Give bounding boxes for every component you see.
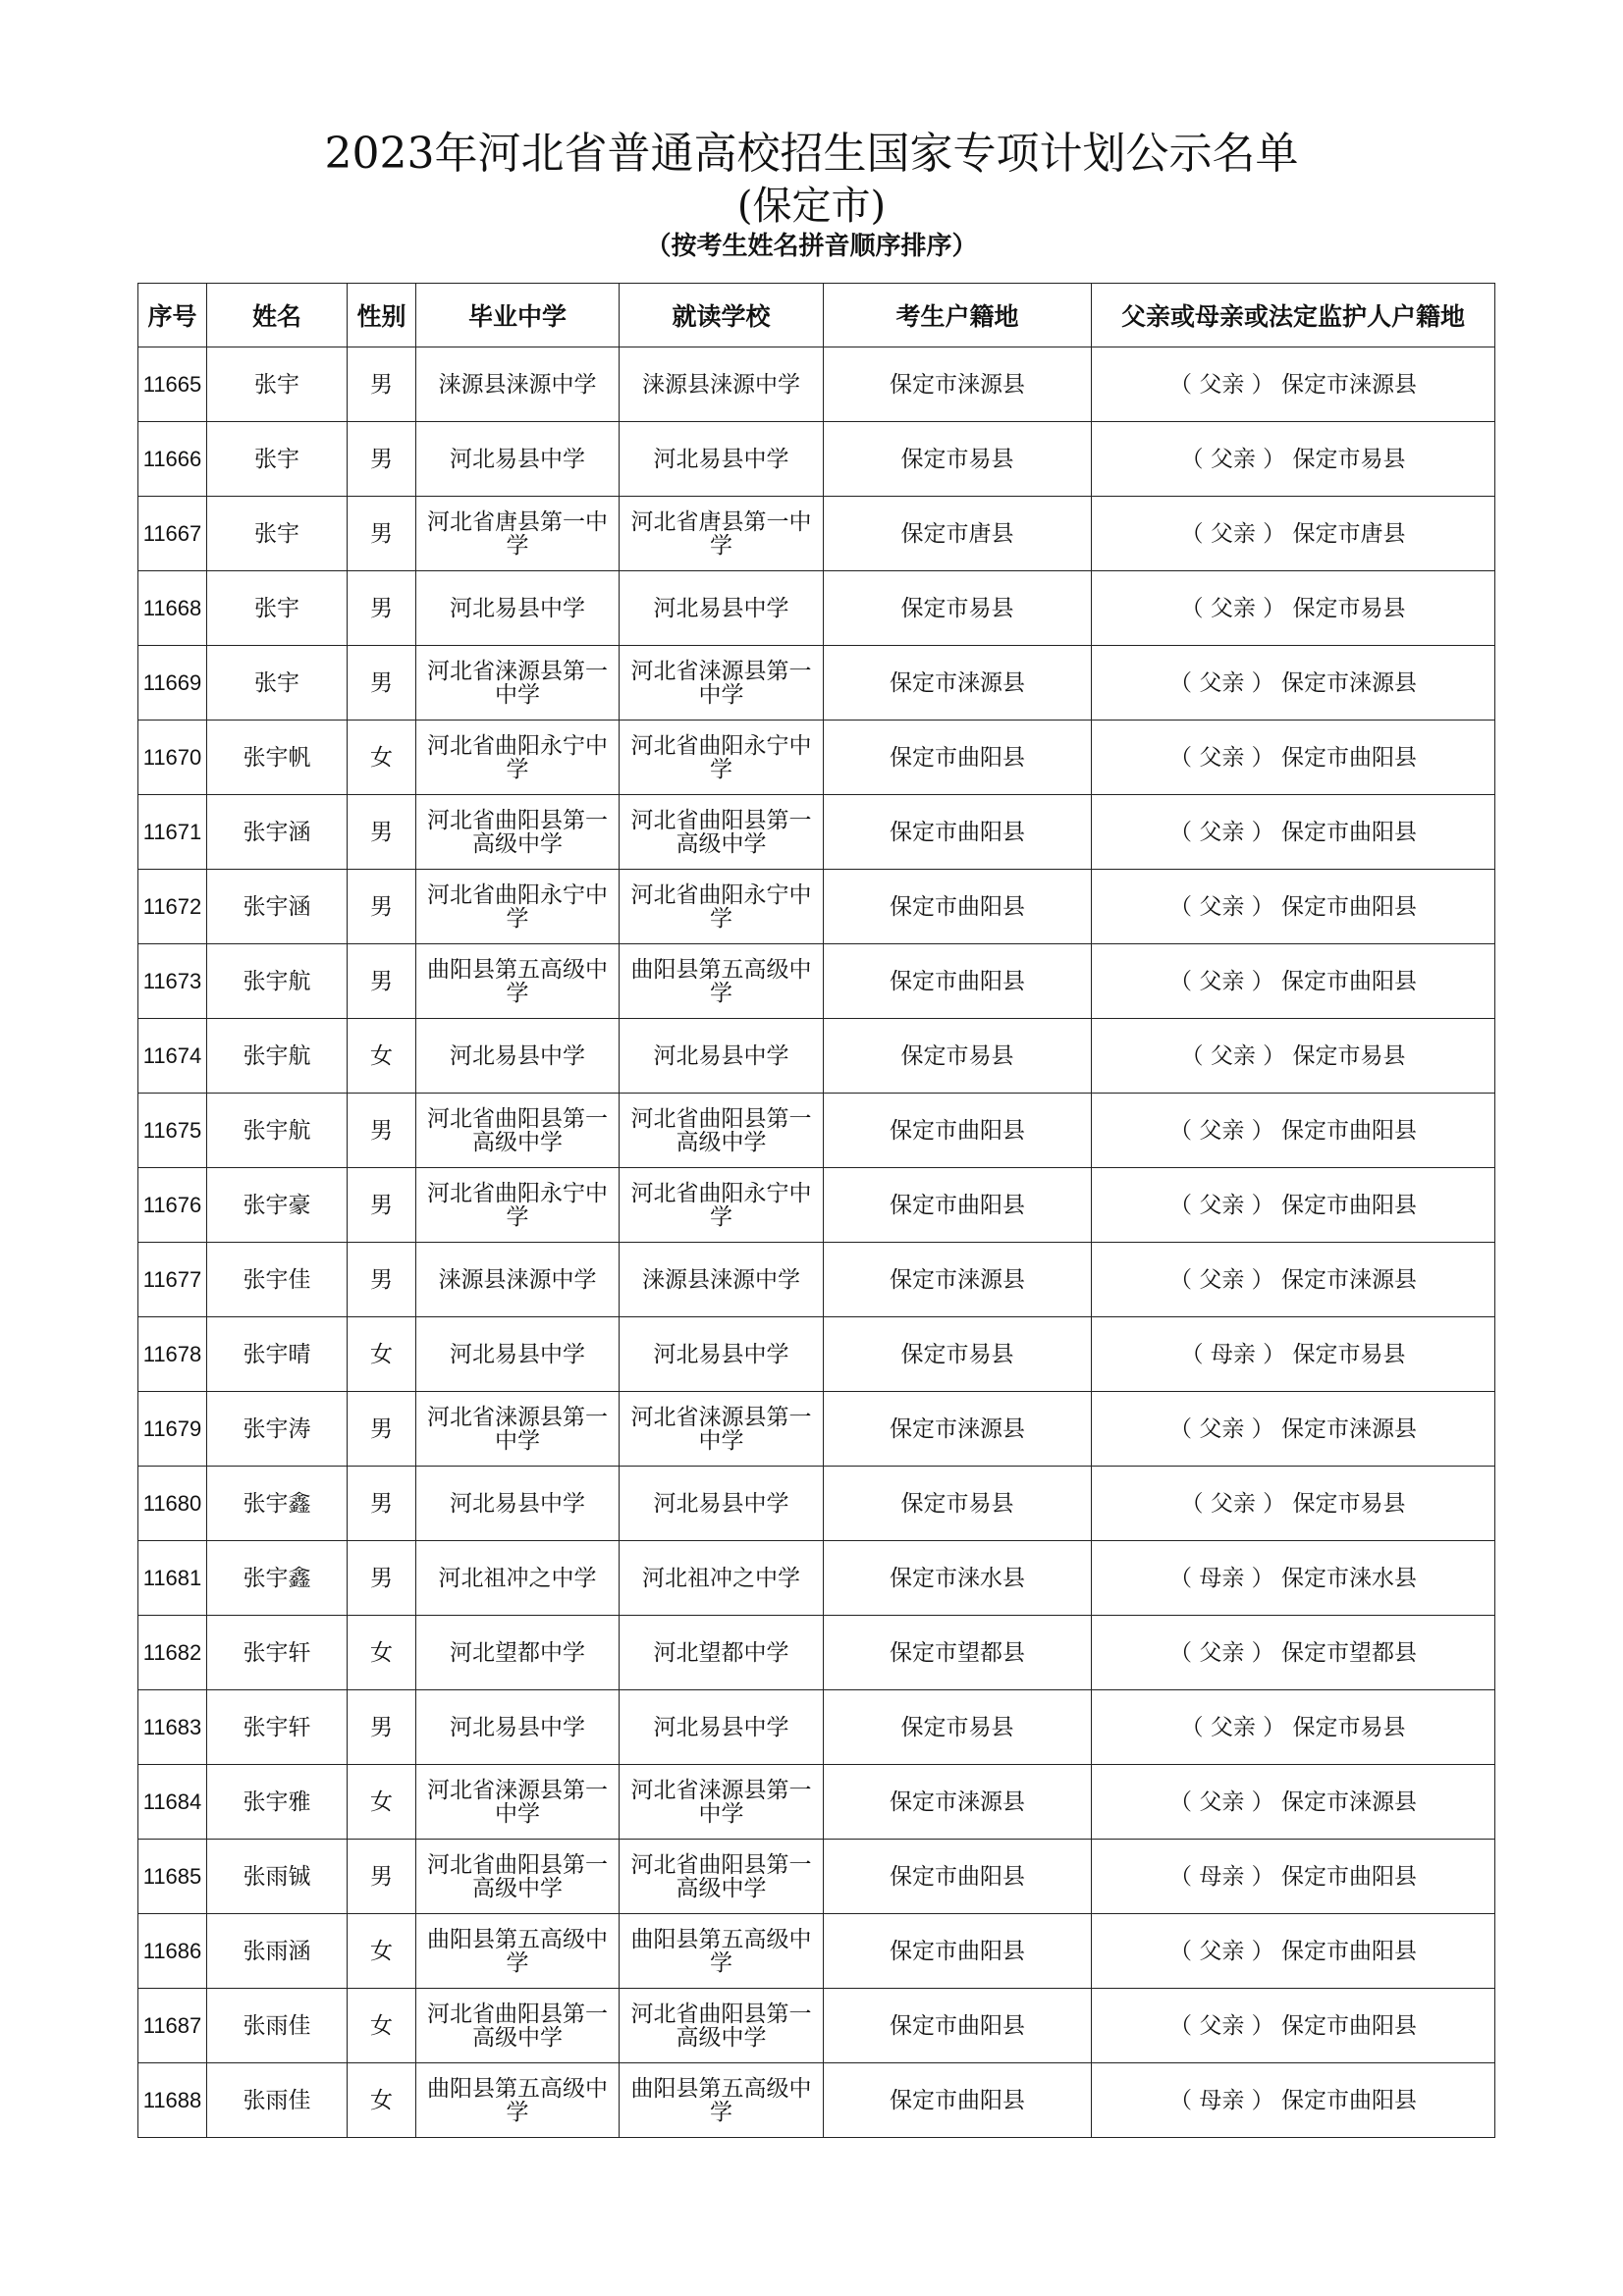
cell-gender: 男 — [348, 347, 416, 422]
cell-name: 张宇帆 — [207, 721, 348, 795]
cell-residence: 保定市曲阳县 — [824, 2063, 1092, 2138]
cell-seq: 11671 — [138, 795, 207, 870]
cell-seq: 11677 — [138, 1243, 207, 1317]
cell-seq: 11672 — [138, 870, 207, 944]
table-row — [138, 1094, 1495, 1168]
cell-guardian-residence: （ 母亲 ） 保定市涞水县 — [1092, 1541, 1495, 1616]
cell-grad-school: 曲阳县第五高级中学 — [416, 2063, 620, 2138]
cell-grad-school: 涞源县涞源中学 — [416, 347, 620, 422]
cell-seq: 11670 — [138, 721, 207, 795]
cell-current-school: 河北省曲阳县第一高级中学 — [620, 795, 824, 870]
cell-current-school: 河北省曲阳永宁中学 — [620, 721, 824, 795]
cell-current-school: 涞源县涞源中学 — [620, 1243, 824, 1317]
table-row — [138, 347, 1495, 422]
cell-seq: 11680 — [138, 1467, 207, 1541]
table-row — [138, 571, 1495, 646]
cell-guardian-residence: （ 父亲 ） 保定市望都县 — [1092, 1616, 1495, 1690]
cell-gender: 男 — [348, 497, 416, 571]
cell-current-school: 河北省涞源县第一中学 — [620, 646, 824, 721]
cell-gender: 男 — [348, 1840, 416, 1914]
cell-current-school: 涞源县涞源中学 — [620, 347, 824, 422]
cell-current-school: 河北省曲阳永宁中学 — [620, 870, 824, 944]
cell-name: 张雨佳 — [207, 2063, 348, 2138]
cell-guardian-residence: （ 父亲 ） 保定市曲阳县 — [1092, 1914, 1495, 1989]
cell-residence: 保定市曲阳县 — [824, 1840, 1092, 1914]
cell-guardian-residence: （ 父亲 ） 保定市曲阳县 — [1092, 1989, 1495, 2063]
cell-grad-school: 河北省曲阳永宁中学 — [416, 870, 620, 944]
cell-grad-school: 河北省涞源县第一中学 — [416, 646, 620, 721]
cell-residence: 保定市涞源县 — [824, 1243, 1092, 1317]
cell-seq: 11675 — [138, 1094, 207, 1168]
table-row — [138, 795, 1495, 870]
cell-guardian-residence: （ 父亲 ） 保定市涞源县 — [1092, 347, 1495, 422]
cell-grad-school: 河北易县中学 — [416, 422, 620, 497]
cell-guardian-residence: （ 父亲 ） 保定市曲阳县 — [1092, 721, 1495, 795]
cell-current-school: 河北易县中学 — [620, 1690, 824, 1765]
cell-gender: 男 — [348, 571, 416, 646]
cell-gender: 男 — [348, 1392, 416, 1467]
table-row — [138, 1392, 1495, 1467]
cell-current-school: 河北省曲阳县第一高级中学 — [620, 1840, 824, 1914]
cell-grad-school: 河北省曲阳县第一高级中学 — [416, 1840, 620, 1914]
cell-gender: 男 — [348, 1243, 416, 1317]
cell-current-school: 河北省涞源县第一中学 — [620, 1392, 824, 1467]
table-row — [138, 1168, 1495, 1243]
cell-residence: 保定市望都县 — [824, 1616, 1092, 1690]
cell-gender: 男 — [348, 1690, 416, 1765]
cell-guardian-residence: （ 父亲 ） 保定市易县 — [1092, 1690, 1495, 1765]
cell-gender: 男 — [348, 422, 416, 497]
cell-grad-school: 河北省涞源县第一中学 — [416, 1392, 620, 1467]
cell-seq: 11688 — [138, 2063, 207, 2138]
cell-residence: 保定市涞源县 — [824, 646, 1092, 721]
cell-name: 张宇轩 — [207, 1690, 348, 1765]
table-row — [138, 1019, 1495, 1094]
cell-gender: 男 — [348, 795, 416, 870]
cell-seq: 11681 — [138, 1541, 207, 1616]
cell-residence: 保定市涞源县 — [824, 1765, 1092, 1840]
cell-residence: 保定市易县 — [824, 1690, 1092, 1765]
cell-current-school: 河北省曲阳永宁中学 — [620, 1168, 824, 1243]
table-row — [138, 422, 1495, 497]
cell-name: 张宇晴 — [207, 1317, 348, 1392]
cell-residence: 保定市涞水县 — [824, 1541, 1092, 1616]
cell-seq: 11683 — [138, 1690, 207, 1765]
cell-grad-school: 曲阳县第五高级中学 — [416, 944, 620, 1019]
cell-guardian-residence: （ 父亲 ） 保定市涞源县 — [1092, 1392, 1495, 1467]
cell-current-school: 河北易县中学 — [620, 422, 824, 497]
cell-guardian-residence: （ 父亲 ） 保定市曲阳县 — [1092, 795, 1495, 870]
column-header-guardian-residence: 父亲或母亲或法定监护人户籍地 — [1092, 284, 1495, 347]
cell-name: 张宇航 — [207, 1094, 348, 1168]
cell-grad-school: 河北省曲阳县第一高级中学 — [416, 1094, 620, 1168]
page-title: 2023年河北省普通高校招生国家专项计划公示名单 — [324, 129, 1299, 179]
cell-grad-school: 河北祖冲之中学 — [416, 1541, 620, 1616]
cell-name: 张宇涛 — [207, 1392, 348, 1467]
cell-residence: 保定市涞源县 — [824, 347, 1092, 422]
cell-name: 张宇航 — [207, 944, 348, 1019]
cell-residence: 保定市涞源县 — [824, 1392, 1092, 1467]
table-row — [138, 1541, 1495, 1616]
cell-residence: 保定市曲阳县 — [824, 870, 1092, 944]
cell-current-school: 河北易县中学 — [620, 571, 824, 646]
cell-name: 张雨佳 — [207, 1989, 348, 2063]
column-header-name: 姓名 — [207, 284, 348, 347]
cell-gender: 男 — [348, 1094, 416, 1168]
table-row — [138, 1467, 1495, 1541]
cell-name: 张宇 — [207, 347, 348, 422]
cell-name: 张宇涵 — [207, 795, 348, 870]
cell-grad-school: 河北省涞源县第一中学 — [416, 1765, 620, 1840]
column-header-gender: 性别 — [348, 284, 416, 347]
table-header — [138, 284, 1495, 347]
cell-guardian-residence: （ 父亲 ） 保定市曲阳县 — [1092, 1094, 1495, 1168]
table-row — [138, 1989, 1495, 2063]
cell-residence: 保定市易县 — [824, 422, 1092, 497]
cell-grad-school: 河北易县中学 — [416, 571, 620, 646]
header-row — [138, 284, 1495, 347]
cell-gender: 女 — [348, 1317, 416, 1392]
cell-grad-school: 河北省曲阳县第一高级中学 — [416, 795, 620, 870]
table-row — [138, 1914, 1495, 1989]
cell-residence: 保定市曲阳县 — [824, 1094, 1092, 1168]
cell-seq: 11685 — [138, 1840, 207, 1914]
cell-seq: 11678 — [138, 1317, 207, 1392]
cell-name: 张宇 — [207, 571, 348, 646]
cell-residence: 保定市易县 — [824, 1467, 1092, 1541]
cell-grad-school: 河北易县中学 — [416, 1019, 620, 1094]
cell-name: 张宇涵 — [207, 870, 348, 944]
cell-gender: 男 — [348, 944, 416, 1019]
cell-residence: 保定市唐县 — [824, 497, 1092, 571]
cell-name: 张宇 — [207, 422, 348, 497]
cell-current-school: 曲阳县第五高级中学 — [620, 2063, 824, 2138]
cell-grad-school: 河北易县中学 — [416, 1317, 620, 1392]
cell-residence: 保定市曲阳县 — [824, 1914, 1092, 1989]
cell-grad-school: 涞源县涞源中学 — [416, 1243, 620, 1317]
table-row — [138, 1765, 1495, 1840]
cell-seq: 11682 — [138, 1616, 207, 1690]
cell-gender: 女 — [348, 2063, 416, 2138]
cell-guardian-residence: （ 父亲 ） 保定市涞源县 — [1092, 646, 1495, 721]
table-row — [138, 1243, 1495, 1317]
cell-seq: 11665 — [138, 347, 207, 422]
cell-gender: 男 — [348, 646, 416, 721]
cell-seq: 11669 — [138, 646, 207, 721]
cell-seq: 11667 — [138, 497, 207, 571]
cell-name: 张宇雅 — [207, 1765, 348, 1840]
cell-name: 张宇鑫 — [207, 1541, 348, 1616]
cell-gender: 男 — [348, 1467, 416, 1541]
cell-residence: 保定市曲阳县 — [824, 795, 1092, 870]
cell-gender: 男 — [348, 1541, 416, 1616]
table-row — [138, 2063, 1495, 2138]
column-header-residence: 考生户籍地 — [824, 284, 1092, 347]
cell-seq: 11684 — [138, 1765, 207, 1840]
cell-name: 张宇轩 — [207, 1616, 348, 1690]
cell-gender: 女 — [348, 1765, 416, 1840]
cell-grad-school: 河北省曲阳永宁中学 — [416, 1168, 620, 1243]
table-body — [138, 347, 1495, 2138]
cell-seq: 11687 — [138, 1989, 207, 2063]
cell-seq: 11673 — [138, 944, 207, 1019]
cell-guardian-residence: （ 母亲 ） 保定市曲阳县 — [1092, 1840, 1495, 1914]
cell-name: 张宇豪 — [207, 1168, 348, 1243]
cell-grad-school: 河北易县中学 — [416, 1467, 620, 1541]
cell-current-school: 曲阳县第五高级中学 — [620, 944, 824, 1019]
cell-current-school: 河北省唐县第一中学 — [620, 497, 824, 571]
table-row — [138, 1690, 1495, 1765]
cell-seq: 11674 — [138, 1019, 207, 1094]
cell-guardian-residence: （ 母亲 ） 保定市易县 — [1092, 1317, 1495, 1392]
cell-name: 张宇佳 — [207, 1243, 348, 1317]
cell-seq: 11686 — [138, 1914, 207, 1989]
cell-grad-school: 曲阳县第五高级中学 — [416, 1914, 620, 1989]
cell-seq: 11676 — [138, 1168, 207, 1243]
table-row — [138, 870, 1495, 944]
cell-gender: 女 — [348, 721, 416, 795]
table-row — [138, 1616, 1495, 1690]
cell-guardian-residence: （ 父亲 ） 保定市易县 — [1092, 1019, 1495, 1094]
cell-guardian-residence: （ 父亲 ） 保定市易县 — [1092, 422, 1495, 497]
cell-guardian-residence: （ 父亲 ） 保定市曲阳县 — [1092, 870, 1495, 944]
cell-guardian-residence: （ 父亲 ） 保定市曲阳县 — [1092, 1168, 1495, 1243]
cell-guardian-residence: （ 父亲 ） 保定市易县 — [1092, 571, 1495, 646]
table-row — [138, 944, 1495, 1019]
roster-table — [137, 283, 1495, 2138]
cell-name: 张雨涵 — [207, 1914, 348, 1989]
cell-residence: 保定市曲阳县 — [824, 721, 1092, 795]
cell-seq: 11668 — [138, 571, 207, 646]
cell-current-school: 河北易县中学 — [620, 1019, 824, 1094]
cell-guardian-residence: （ 父亲 ） 保定市易县 — [1092, 1467, 1495, 1541]
cell-residence: 保定市易县 — [824, 1019, 1092, 1094]
cell-guardian-residence: （ 母亲 ） 保定市曲阳县 — [1092, 2063, 1495, 2138]
sort-order-note: （按考生姓名拼音顺序排序） — [645, 232, 978, 261]
column-header-seq: 序号 — [138, 284, 207, 347]
cell-grad-school: 河北望都中学 — [416, 1616, 620, 1690]
cell-gender: 女 — [348, 1019, 416, 1094]
cell-gender: 男 — [348, 870, 416, 944]
cell-name: 张宇 — [207, 646, 348, 721]
table-row — [138, 646, 1495, 721]
cell-guardian-residence: （ 父亲 ） 保定市曲阳县 — [1092, 944, 1495, 1019]
cell-current-school: 河北省曲阳县第一高级中学 — [620, 1094, 824, 1168]
cell-gender: 女 — [348, 1616, 416, 1690]
table-row — [138, 1840, 1495, 1914]
cell-residence: 保定市曲阳县 — [824, 1989, 1092, 2063]
cell-residence: 保定市易县 — [824, 571, 1092, 646]
page-subtitle-region: (保定市) — [736, 184, 887, 229]
cell-name: 张宇鑫 — [207, 1467, 348, 1541]
cell-gender: 女 — [348, 1989, 416, 2063]
cell-current-school: 曲阳县第五高级中学 — [620, 1914, 824, 1989]
cell-grad-school: 河北省唐县第一中学 — [416, 497, 620, 571]
cell-residence: 保定市曲阳县 — [824, 944, 1092, 1019]
cell-grad-school: 河北易县中学 — [416, 1690, 620, 1765]
cell-current-school: 河北省曲阳县第一高级中学 — [620, 1989, 824, 2063]
cell-guardian-residence: （ 父亲 ） 保定市唐县 — [1092, 497, 1495, 571]
cell-grad-school: 河北省曲阳县第一高级中学 — [416, 1989, 620, 2063]
cell-current-school: 河北易县中学 — [620, 1467, 824, 1541]
column-header-grad-school: 毕业中学 — [416, 284, 620, 347]
cell-guardian-residence: （ 父亲 ） 保定市涞源县 — [1092, 1243, 1495, 1317]
cell-guardian-residence: （ 父亲 ） 保定市涞源县 — [1092, 1765, 1495, 1840]
cell-current-school: 河北望都中学 — [620, 1616, 824, 1690]
cell-residence: 保定市易县 — [824, 1317, 1092, 1392]
cell-gender: 女 — [348, 1914, 416, 1989]
cell-gender: 男 — [348, 1168, 416, 1243]
cell-name: 张宇航 — [207, 1019, 348, 1094]
table-row — [138, 497, 1495, 571]
cell-residence: 保定市曲阳县 — [824, 1168, 1092, 1243]
cell-name: 张雨铖 — [207, 1840, 348, 1914]
cell-current-school: 河北易县中学 — [620, 1317, 824, 1392]
cell-current-school: 河北省涞源县第一中学 — [620, 1765, 824, 1840]
cell-seq: 11679 — [138, 1392, 207, 1467]
cell-current-school: 河北祖冲之中学 — [620, 1541, 824, 1616]
table-row — [138, 1317, 1495, 1392]
cell-grad-school: 河北省曲阳永宁中学 — [416, 721, 620, 795]
table-row — [138, 721, 1495, 795]
cell-seq: 11666 — [138, 422, 207, 497]
column-header-current-school: 就读学校 — [620, 284, 824, 347]
cell-name: 张宇 — [207, 497, 348, 571]
